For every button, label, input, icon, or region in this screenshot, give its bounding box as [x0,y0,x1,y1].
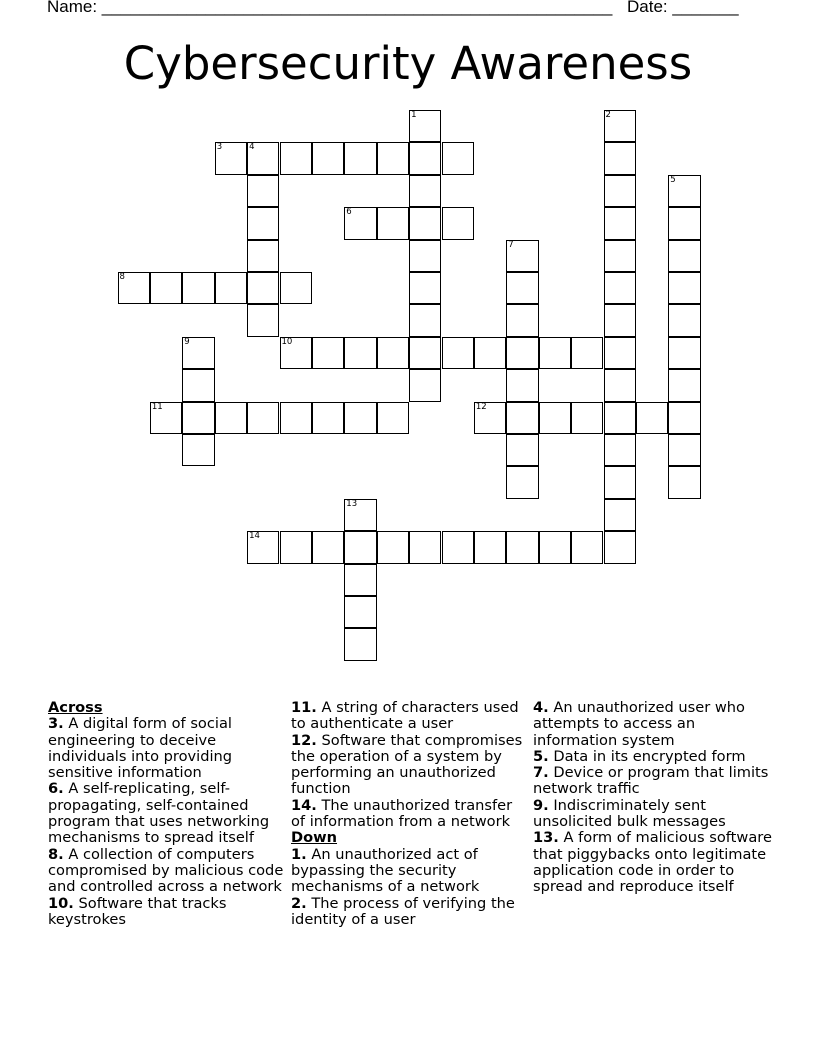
clue-down-7 [533,765,773,798]
clue-number: 2. [291,894,307,912]
grid-cell[interactable] [668,240,700,272]
clues-column-2 [291,700,527,928]
grid-cell[interactable] [571,337,603,369]
grid-cell[interactable] [604,304,636,336]
grid-cell[interactable] [409,110,441,142]
clue-number: 13. [533,829,559,847]
clue-number-label: 13 [346,498,358,509]
clue-text: Software that compromises the operation of a system by performing an unauthorized function [291,731,523,798]
grid-cell[interactable] [280,142,312,174]
grid-cell[interactable] [280,337,312,369]
grid-cell[interactable] [668,466,700,498]
clue-number: 10. [48,894,74,912]
clue-across-12 [291,733,527,798]
grid-cell[interactable] [668,304,700,336]
grid-cell[interactable] [506,531,538,563]
grid-cell[interactable] [247,272,279,304]
grid-cell[interactable] [247,304,279,336]
grid-cell[interactable] [442,207,474,239]
grid-cell[interactable] [442,531,474,563]
clue-number: 1. [291,845,307,863]
grid-cell[interactable] [182,402,214,434]
grid-cell[interactable] [409,272,441,304]
grid-cell[interactable] [344,628,376,660]
clue-text: A string of characters used to authenticate a user [291,699,519,733]
grid-cell[interactable] [474,337,506,369]
grid-cell[interactable] [377,531,409,563]
grid-cell[interactable] [344,142,376,174]
grid-cell[interactable] [247,402,279,434]
grid-cell[interactable] [409,142,441,174]
grid-cell[interactable] [150,402,182,434]
grid-cell[interactable] [474,531,506,563]
grid-cell[interactable] [247,207,279,239]
grid-cell[interactable] [506,337,538,369]
grid-cell[interactable] [506,369,538,401]
grid-cell[interactable] [604,175,636,207]
grid-cell[interactable] [539,402,571,434]
grid-cell[interactable] [247,175,279,207]
clues-column-1 [48,700,288,928]
grid-cell[interactable] [604,272,636,304]
clue-text: A form of malicious software that piggybacks onto legitimate application code in order to spread and reproduce itself [533,829,772,896]
grid-cell[interactable] [118,272,150,304]
clue-text: Indiscriminately sent unsolicited bulk messages [533,796,726,831]
grid-cell[interactable] [280,402,312,434]
grid-cell[interactable] [409,531,441,563]
grid-cell[interactable] [312,531,344,563]
grid-cell[interactable] [344,402,376,434]
clue-number: 9. [533,796,549,814]
clue-down-5 [533,749,773,765]
grid-cell[interactable] [636,402,668,434]
clue-down-1 [291,847,527,896]
clue-number-label: 11 [151,401,163,412]
grid-cell[interactable] [604,207,636,239]
grid-cell[interactable] [506,402,538,434]
grid-cell[interactable] [604,240,636,272]
clue-number-label: 2 [605,110,611,120]
grid-cell[interactable] [409,304,441,336]
clue-number: 8. [48,845,64,863]
clue-across-6 [48,781,288,846]
grid-cell[interactable] [377,402,409,434]
clue-across-11 [291,700,527,733]
grid-cell[interactable] [377,337,409,369]
grid-cell[interactable] [280,531,312,563]
grid-cell[interactable] [215,142,247,174]
grid-cell[interactable] [182,434,214,466]
grid-cell[interactable] [377,207,409,239]
clue-text: An unauthorized user who attempts to access an information system [533,699,745,749]
grid-cell[interactable] [312,142,344,174]
date-field[interactable]: Date: _______ [627,0,739,16]
grid-cell[interactable] [442,142,474,174]
clue-down-13 [533,830,773,895]
grid-cell[interactable] [344,564,376,596]
clue-text: A collection of computers compromised by malicious code and controlled across a network [48,845,284,896]
grid-cell[interactable] [506,434,538,466]
grid-cell[interactable] [571,531,603,563]
grid-cell[interactable] [280,272,312,304]
grid-cell[interactable] [377,142,409,174]
clue-text: An unauthorized act of bypassing the security mechanisms of a network [291,845,480,896]
clue-text: The process of verifying the identity of a user [291,894,515,928]
clue-number: 4. [533,699,549,716]
grid-cell[interactable] [409,175,441,207]
grid-cell[interactable] [247,240,279,272]
grid-cell[interactable] [344,596,376,628]
clues-column-3 [533,700,773,896]
clue-number-label: 5 [670,174,676,185]
grid-cell[interactable] [409,337,441,369]
clue-number: 5. [533,747,549,765]
clue-number: 7. [533,764,549,782]
grid-cell[interactable] [668,434,700,466]
grid-cell[interactable] [668,272,700,304]
grid-cell[interactable] [506,240,538,272]
grid-cell[interactable] [668,175,700,207]
grid-cell[interactable] [409,240,441,272]
clue-across-8 [48,847,288,896]
clue-number-label: 6 [346,207,352,218]
grid-cell[interactable] [539,531,571,563]
clue-across-14 [291,798,527,831]
grid-cell[interactable] [604,499,636,531]
grid-cell[interactable] [668,369,700,401]
grid-cell[interactable] [215,272,247,304]
name-field[interactable]: Name: ______________________________________________________ [47,0,613,16]
clue-number: 11. [291,699,317,716]
grid-cell[interactable] [247,142,279,174]
grid-cell[interactable] [312,402,344,434]
clue-number: 6. [48,780,64,798]
grid-cell[interactable] [604,402,636,434]
clue-text: A self-replicating, self-propagating, self-contained program that uses networking mechanisms to spread itself [48,780,270,847]
grid-cell[interactable] [409,369,441,401]
grid-cell[interactable] [442,337,474,369]
grid-cell[interactable] [215,402,247,434]
clue-down-2 [291,896,527,929]
clue-number-label: 10 [281,336,293,347]
clue-number-label: 14 [249,531,260,542]
grid-cell[interactable] [604,337,636,369]
grid-cell[interactable] [150,272,182,304]
grid-cell[interactable] [182,337,214,369]
grid-cell[interactable] [344,207,376,239]
grid-cell[interactable] [668,402,700,434]
clue-text: Device or program that limits network traffic [533,764,769,798]
clue-number-label: 1 [411,110,417,120]
grid-cell[interactable] [344,531,376,563]
grid-cell[interactable] [182,272,214,304]
clue-across-10 [48,896,288,929]
clue-text: Software that tracks keystrokes [48,894,227,928]
clue-number-label: 12 [475,401,487,412]
grid-cell[interactable] [604,531,636,563]
clue-text: Data in its encrypted form [553,747,746,765]
clue-down-4 [533,700,773,749]
clue-number: 3. [48,715,64,733]
grid-cell[interactable] [247,531,279,563]
down-heading: Down [291,829,338,847]
page-title: Cybersecurity Awareness [123,37,693,90]
clue-number-label: 3 [216,142,223,153]
clue-down-9 [533,798,773,831]
grid-cell[interactable] [668,207,700,239]
grid-cell[interactable] [668,337,700,369]
grid-cell[interactable] [182,369,214,401]
grid-cell[interactable] [604,466,636,498]
grid-cell[interactable] [506,304,538,336]
grid-cell[interactable] [604,434,636,466]
grid-cell[interactable] [312,337,344,369]
clue-number-label: 4 [249,142,255,153]
grid-cell[interactable] [506,466,538,498]
grid-cell[interactable] [539,337,571,369]
grid-cell[interactable] [344,499,376,531]
grid-cell[interactable] [604,369,636,401]
grid-cell[interactable] [506,272,538,304]
across-heading: Across [48,699,103,716]
clue-number: 14. [291,796,317,814]
clue-number-label: 8 [119,272,125,282]
clue-number: 12. [291,731,317,749]
grid-cell[interactable] [604,142,636,174]
clue-number-label: 7 [508,239,514,250]
clue-text: A digital form of social engineering to deceive individuals into providing sensitive information [48,715,233,782]
grid-cell[interactable] [474,402,506,434]
clue-text: The unauthorized transfer of information from a network [291,796,513,831]
clue-across-3 [48,716,288,781]
grid-cell[interactable] [571,402,603,434]
grid-cell[interactable] [344,337,376,369]
grid-cell[interactable] [604,110,636,142]
clue-number-label: 9 [184,336,190,347]
grid-cell[interactable] [409,207,441,239]
